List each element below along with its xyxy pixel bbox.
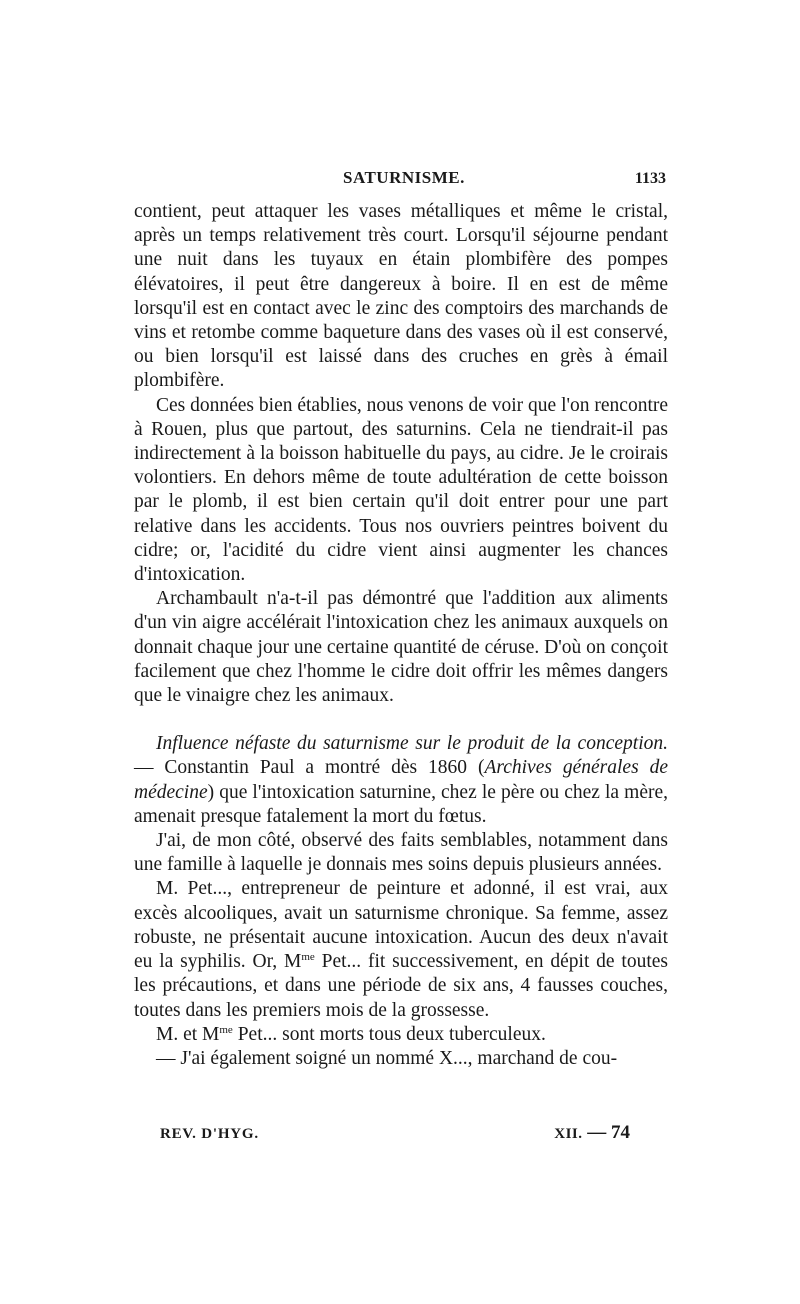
paragraph-7-text-b: Pet... sont morts tous deux tuberculeux.	[232, 1023, 546, 1045]
signature-dash: —	[587, 1122, 607, 1143]
superscript-me: me	[301, 951, 315, 964]
paragraph-8: — J'ai également soigné un nommé X..., marchand de cou-	[156, 1047, 618, 1069]
paragraph-1: contient, peut attaquer les vases métalliques et même le cristal, après un temps relativement très court. Lorsqu'il séjourne pendant une nuit dans les tuyaux en étain plombifère des pompes élévatoires, il peut être dangereux à boire. Il en est de même lorsqu'il est en contact avec le zinc des comptoirs des marchands de vins et retombe comme baqueture dans des vases où il est conservé, ou bien lorsqu'il est laissé dans des cruches en grès à émail plombifère.	[134, 201, 668, 392]
running-title: SATURNISME.	[343, 168, 465, 187]
journal-abbreviation: REV. D'HYG.	[160, 1126, 259, 1142]
paragraph-5: J'ai, de mon côté, observé des faits semblables, notamment dans une famille à laquelle je donnais mes soins depuis plusieurs années.	[134, 830, 668, 876]
paragraph-6	[134, 877, 668, 1022]
paragraph-4-text-a: — Constantin Paul a montré dès 1860 (	[134, 757, 485, 779]
page-header	[138, 168, 666, 196]
page-number: 1133	[634, 170, 666, 187]
signature-mark	[554, 1122, 630, 1144]
paragraph-3: Archambault n'a-t-il pas démontré que l'addition aux aliments d'un vin aigre accélérait l'intoxication chez les animaux auxquels on donnait chaque jour une certaine quantité de céruse. D'où on conçoit facilement que chez l'homme le cidre doit offrir les mêmes dangers que le vinaigre chez les animaux.	[134, 588, 668, 707]
paragraph-7	[134, 1023, 668, 1047]
paragraph-2: Ces données bien établies, nous venons de voir que l'on rencontre à Rouen, plus que partout, des saturnins. Cela ne tiendrait-il pas indirectement à la boisson habituelle du pays, au cidre. Je le croirais volontiers. En dehors même de toute adultération de cette boisson par le plomb, il est bien certain qu'il doit entrer pour une part relative dans les accidents. Tous nos ouvriers peintres boivent du cidre; or, l'acidité du cidre vient ainsi augmenter les chances d'intoxication.	[134, 394, 669, 586]
paragraph-4-text-b: ) que l'intoxication saturnine, chez le père ou chez la mère, amenait presque fatalement la mort du fœtus.	[134, 781, 668, 827]
superscript-me: me	[219, 1023, 233, 1036]
reference-title: Archives générales de médecine	[134, 757, 668, 803]
paragraph-7-text-a: M. et M	[156, 1023, 220, 1045]
volume-number: XII.	[554, 1126, 583, 1142]
page-footer	[160, 1122, 630, 1152]
signature-number: 74	[611, 1122, 630, 1143]
paragraph-6-text-a: M. Pet..., entrepreneur de peinture et adonné, il est vrai, aux excès alcooliques, avait un saturnisme chronique. Sa femme, assez robuste, ne présentait aucune intoxication. Aucun des deux n'avait eu la syphilis. Or, M	[134, 878, 668, 973]
paragraph-6-text-b: Pet... fit successivement, en dépit de toutes les précautions, et dans une période de six ans, 4 fausses couches, toutes dans les premiers mois de la grossesse.	[134, 951, 668, 1021]
body-text	[134, 200, 668, 1071]
paragraph-4	[134, 732, 668, 829]
section-heading: Influence néfaste du saturnisme sur le produit de la conception.	[156, 733, 668, 755]
